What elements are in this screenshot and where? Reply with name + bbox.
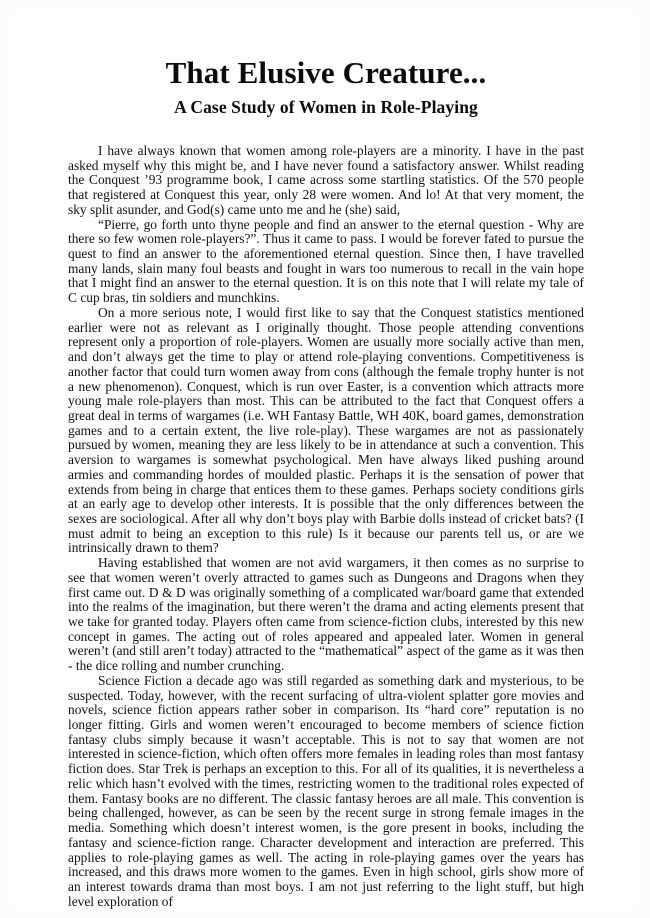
article-body — [68, 118, 584, 909]
page-title: That Elusive Creature... — [165, 55, 487, 90]
body-paragraph: “Pierre, go forth unto thyne people and find an answer to the eternal question - Why are there so few women role-players?”. Thus it came to pass. I would be forever fated to pursue the quest to find an answer to the aforementioned eternal question. Since then, I have travelled many lands, slain many foul beasts and fought in wars too numerous to recall in the vain hope that I might find an answer to the eternal question. It is on this note that I will relate my tale of C cup bras, tin soldiers and munchkins. — [68, 216, 584, 306]
body-paragraph: Having established that women are not avid wargamers, it then comes as no surprise to see that women weren’t overly attracted to games such as Dungeons and Dragons when they first came out. D & D was originally something of a complicated war/board game that extended into the realms of the imagination, but there weren’t the drama and acting elements present that we take for granted today. Players often came from science-fiction clubs, interested by this new concept in games. The acting out of roles appeared and appealed later. Women in general weren’t (and still aren’t today) attracted to the “mathematical” aspect of the game as it was then - the dice rolling and number crunching. — [68, 555, 584, 674]
page-subtitle: A Case Study of Women in Role-Playing — [174, 97, 478, 117]
page-content-area — [68, 0, 584, 918]
body-paragraph: On a more serious note, I would first like to say that the Conquest statistics mentioned earlier were not as relevant as I originally thought. Those people attending conventions represent only a proportion of role-players. Women are usually more socially active than men, and don’t always get the time to play or attend role-playing conventions. Competitiveness is another factor that could turn women away from cons (although the female trophy hunter is not a new phenomenon). Conquest, which is run over Easter, is a convention which attracts more young male role-players than most. This can be attributed to the fact that Conquest offers a great deal in terms of wargames (i.e. WH Fantasy Battle, WH 40K, board games, demonstration games and to a certain extent, the live role-play). These wargames are not as passionately pursued by women, meaning they are less likely to be in attendance at such a convention. This aversion to wargames is somewhat psychological. Men have always liked pushing around armies and commanding hordes of moulded plastic. Perhaps it is the sensation of power that extends from being in charge that entices them to these games. Perhaps society conditions girls at an early age to develop other interests. It is possible that the only differences between the sexes are sociological. After all why don’t boys play with Barbie dolls instead of cricket bats? (I must admit to being an exception to this rule) Is it because our parents tell us, or are we intrinsically drawn to them? — [68, 304, 584, 556]
body-paragraph: Science Fiction a decade ago was still regarded as something dark and mysterious, to be suspected. Today, however, with the recent surfacing of ultra-violent splatter gore movies and novels, science fiction appears rather sober in comparison. Its “hard core” reputation is no longer fitting. Girls and women weren’t encouraged to become members of science fiction fantasy clubs simply because it wasn’t acceptable. This is not to say that women are not interested in science-fiction, which often offers more females in leading roles than most fantasy fiction does. Star Trek is perhaps an exception to this. For all of its qualities, it is nevertheless a relic which hasn’t evolved with the times, restricting women to the traditional roles expected of them. Fantasy books are no different. The classic fantasy heroes are all male. This convention is being challenged, however, as can be seen by the recent surge in strong female images in the media. Something which doesn’t interest women, is the gore present in books, including the fantasy and science-fiction range. Character development and interaction are preferred. This applies to role-playing games as well. The acting in role-playing games over the years has increased, and this draws more women to the games. Even in high school, girls show more of an interest towards drama than most boys. I am not just referring to the light stuff, but high level exploration of — [68, 672, 584, 909]
body-paragraph: I have always known that women among role-players are a minority. I have in the past asked myself why this might be, and I have never found a satisfactory answer. Whilst reading the Conquest ’93 programme book, I came across some startling statistics. Of the 570 people that registered at Conquest this year, only 28 were women. And lo! At that very moment, the sky split asunder, and God(s) came unto me and he (she) said, — [68, 143, 584, 217]
